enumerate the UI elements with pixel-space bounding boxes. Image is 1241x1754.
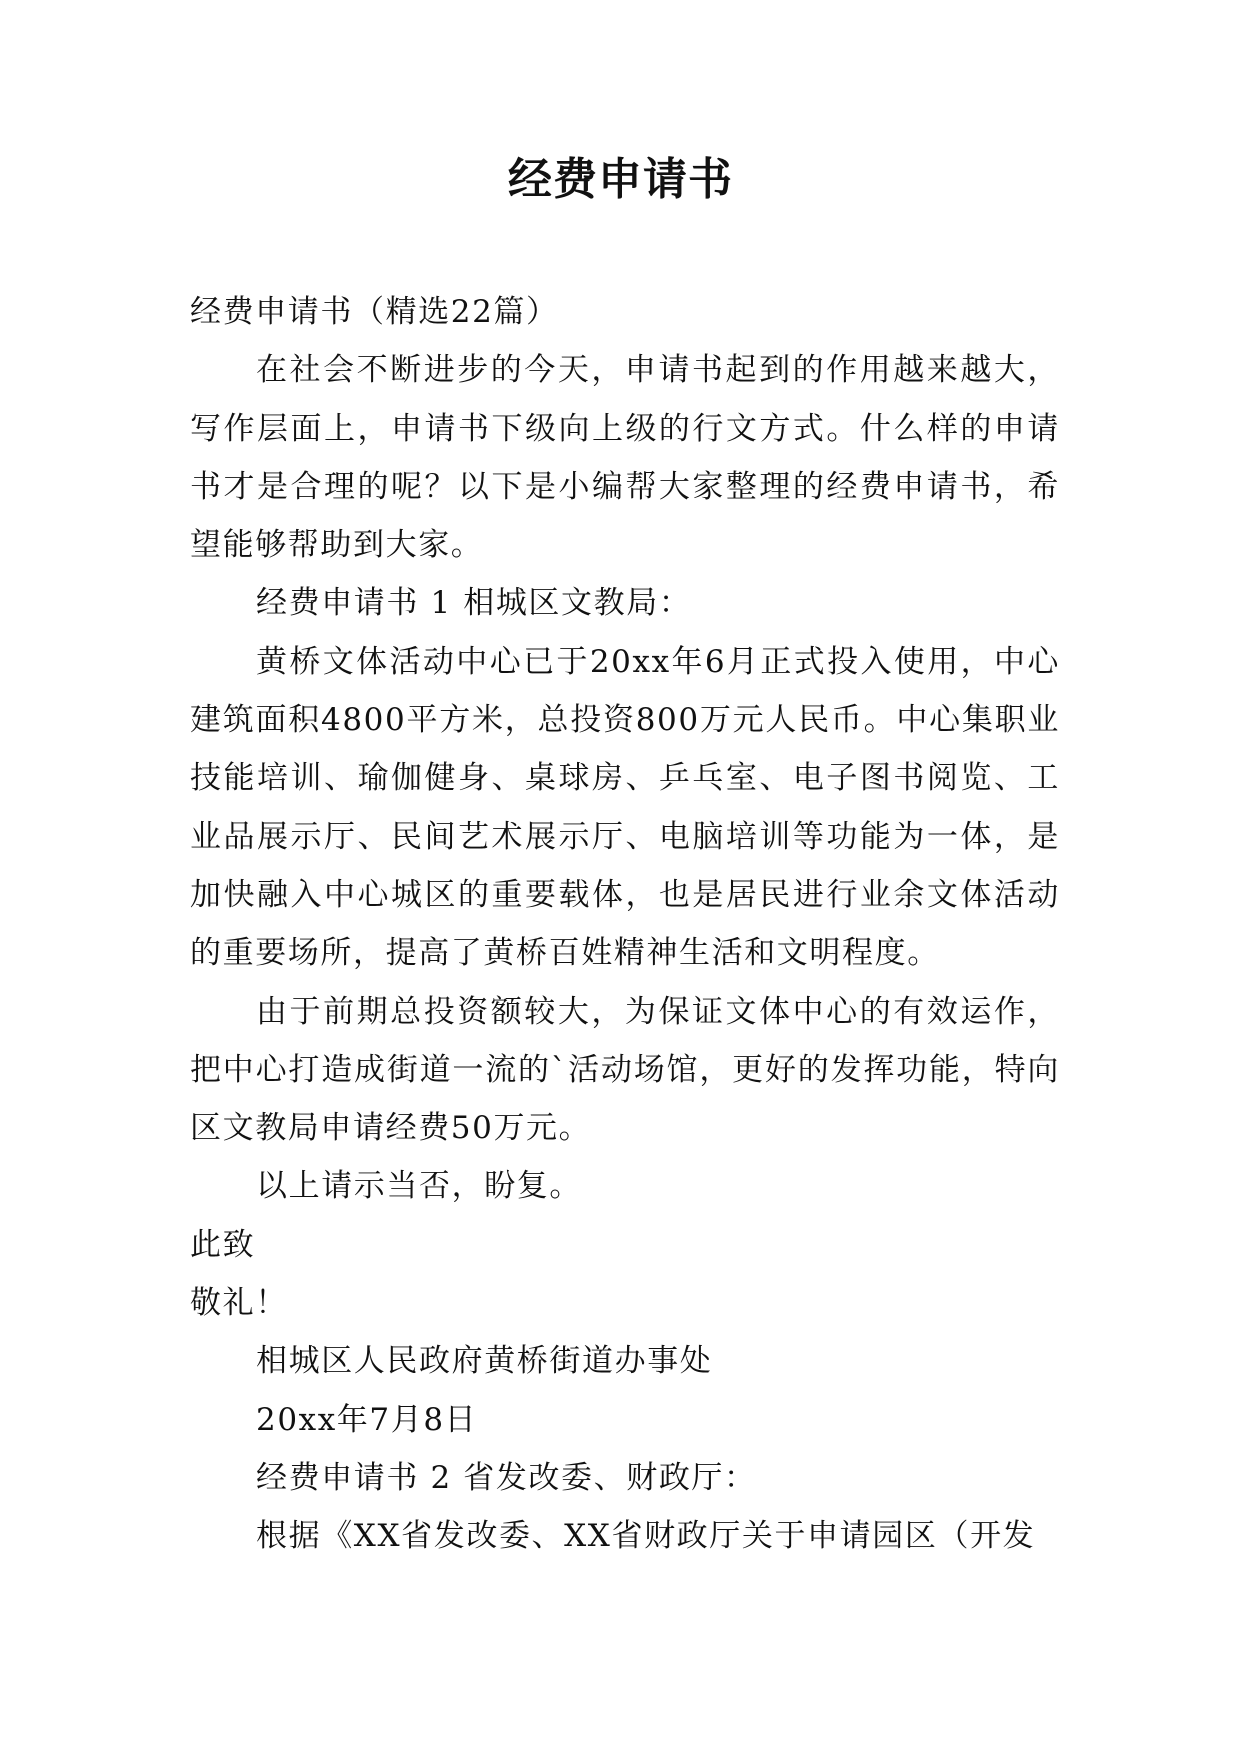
- sender-signature: 相城区人民政府黄桥街道办事处: [256, 1343, 713, 1380]
- document-title: 经费申请书: [508, 154, 733, 205]
- intro-paragraph: 在社会不断进步的今天，申请书起到的作用越来越大，写作层面上，申请书下级向上级的行文方式。什么样的申请书才是合理的呢？以下是小编帮大家整理的经费申请书，希望能够帮助到大家。: [190, 352, 1060, 564]
- letter-1-request-paragraph: 由于前期总投资额较大，为保证文体中心的有效运作，把中心打造成街道一流的`活动场馆，更好的发挥功能，特向区文教局申请经费50万元。: [190, 993, 1060, 1147]
- document-body: [190, 283, 1060, 1566]
- salutation-line-1: 此致: [190, 1226, 256, 1263]
- letter-2-heading: 经费申请书 2 省发改委、财政厅：: [256, 1459, 757, 1496]
- letter-date: 20xx年7月8日: [256, 1401, 478, 1438]
- letter-2-body-paragraph: 根据《XX省发改委、XX省财政厅关于申请园区（开发: [256, 1518, 1036, 1555]
- letter-1-heading: 经费申请书 1 相城区文教局：: [256, 585, 692, 622]
- subtitle-paragraph: 经费申请书（精选22篇）: [190, 294, 559, 330]
- letter-1-body-paragraph: 黄桥文体活动中心已于20xx年6月正式投入使用，中心建筑面积4800平方米，总投资800万元人民币。中心集职业技能培训、瑜伽健身、桌球房、乒乓室、电子图书阅览、工业品展示厅、民间艺术展示厅、电脑培训等功能为一体，是加快融入中心城区的重要载体，也是居民进行业余文体活动的重要场所，提高了黄桥百姓精神生活和文明程度。: [190, 643, 1060, 972]
- letter-1-closing-request: 以上请示当否，盼复。: [256, 1168, 582, 1205]
- salutation-line-2: 敬礼！: [190, 1285, 288, 1322]
